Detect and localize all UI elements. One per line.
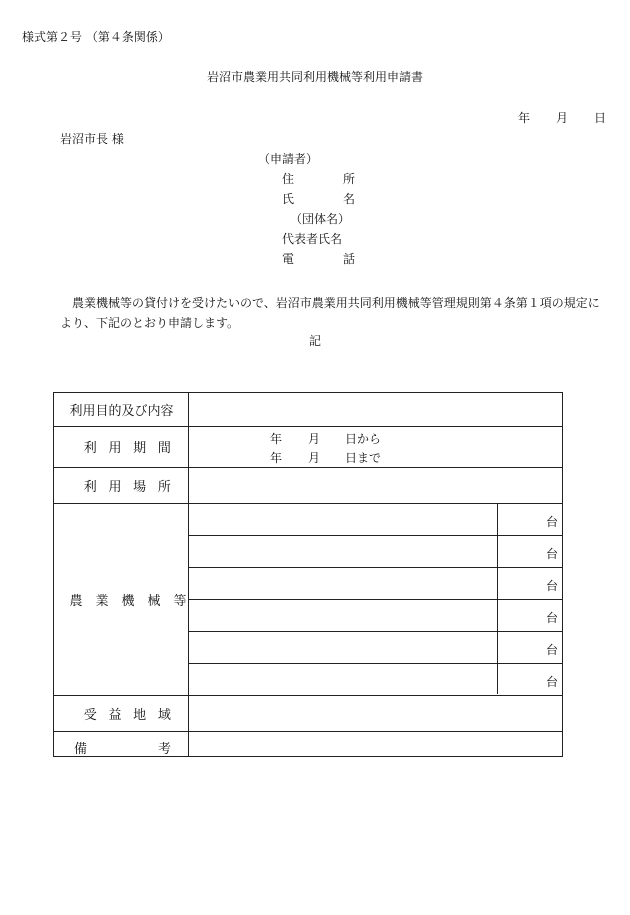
period-to-day: 日まで bbox=[345, 451, 382, 465]
address-label-right: 所 bbox=[343, 172, 356, 186]
period-to-month: 月 bbox=[308, 451, 321, 465]
machinery-unit-5: 台 bbox=[545, 643, 558, 657]
machinery-unit-2: 台 bbox=[545, 547, 558, 561]
machinery-unit-6: 台 bbox=[545, 675, 558, 689]
date-day-label: 日 bbox=[594, 111, 607, 125]
name-label-left: 氏 bbox=[282, 192, 295, 206]
addressee: 岩沼市長 様 bbox=[60, 132, 124, 146]
application-statement: 農業機械等の貸付けを受けたいので、岩沼市農業用共同利用機械等管理規則第４条第１項の規定により、下記のとおり申請します。 bbox=[60, 296, 600, 330]
document-title: 岩沼市農業用共同利用機械等利用申請書 bbox=[206, 70, 423, 84]
remarks-label-left: 備 bbox=[74, 742, 88, 757]
period-label: 利用期間 bbox=[83, 441, 183, 456]
date-month-label: 月 bbox=[556, 111, 569, 125]
machinery-unit-1: 台 bbox=[545, 515, 558, 529]
benefit-area-label: 受益地域 bbox=[83, 707, 183, 723]
group-name-label: （団体名） bbox=[290, 212, 351, 226]
applicant-heading: （申請者） bbox=[258, 152, 319, 166]
period-from-day: 日から bbox=[345, 432, 382, 446]
name-label-right: 名 bbox=[343, 192, 356, 206]
phone-label-right: 話 bbox=[343, 252, 356, 266]
ki-heading: 記 bbox=[308, 334, 321, 348]
machinery-unit-3: 台 bbox=[545, 579, 558, 593]
phone-label-left: 電 bbox=[282, 252, 295, 266]
remarks-label bbox=[54, 738, 189, 757]
period-from-year: 年 bbox=[270, 432, 283, 446]
machinery-label: 農業機械等 bbox=[69, 593, 200, 609]
address-label-left: 住 bbox=[282, 172, 295, 186]
period-to-year: 年 bbox=[270, 451, 283, 465]
form-number: 様式第２号 （第４条関係） bbox=[22, 30, 170, 44]
place-label: 利用場所 bbox=[83, 479, 183, 495]
remarks-label-right: 考 bbox=[158, 742, 172, 757]
period-from-month: 月 bbox=[308, 432, 321, 446]
representative-label: 代表者氏名 bbox=[282, 232, 343, 246]
machinery-unit-4: 台 bbox=[545, 611, 558, 625]
application-table bbox=[53, 392, 563, 757]
purpose-label: 利用目的及び内容 bbox=[69, 404, 174, 419]
date-year-label: 年 bbox=[518, 111, 531, 125]
